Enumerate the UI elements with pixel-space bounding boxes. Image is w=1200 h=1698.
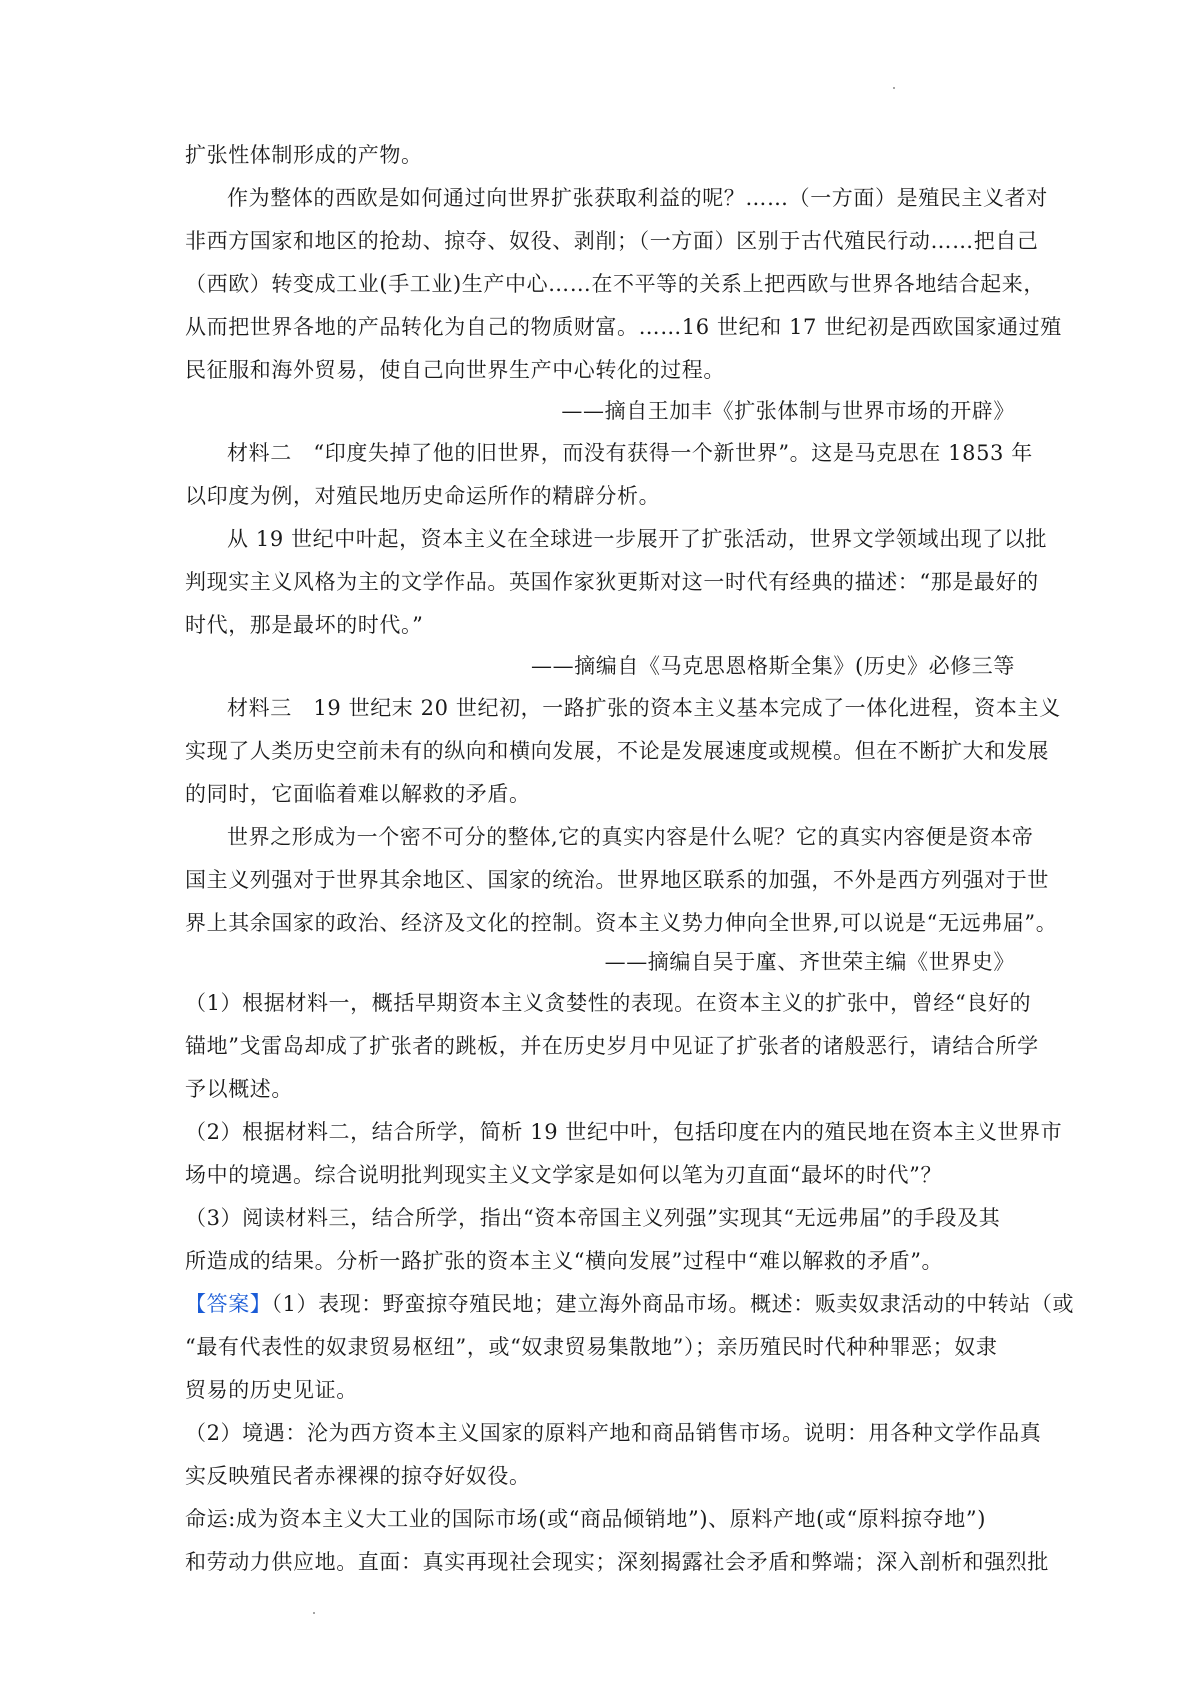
question-line: 所造成的结果。分析一路扩张的资本主义“横向发展”过程中“难以解救的矛盾”。 [185,1249,944,1273]
text-line: 非西方国家和地区的抢劫、掠夺、奴役、剥削；（一方面）区别于古代殖民行动……把自己 [185,229,1039,253]
answer-line: 实反映殖民者赤裸裸的掠夺好奴役。 [185,1464,531,1488]
text-line: 界上其余国家的政治、经济及文化的控制。资本主义势力伸向全世界,可以说是“无远弗届”。 [185,911,1058,935]
answer-line: （2）境遇：沦为西方资本主义国家的原料产地和商品销售市场。说明：用各种文学作品真 [185,1421,1042,1445]
text-line: 世界之形成为一个密不可分的整体,它的真实内容是什么呢？它的真实内容便是资本帝 [227,825,1034,849]
answer-text: （1）表现：野蛮掠夺殖民地；建立海外商品市场。概述：贩卖奴隶活动的中转站（或 [271,1292,1075,1316]
question-line: （2）根据材料二，结合所学，简析 19 世纪中叶，包括印度在内的殖民地在资本主义世界市 [185,1120,1063,1144]
citation-line: ——摘编自吴于廑、齐世荣主编《世界史》 [604,950,1015,974]
text-line: 民征服和海外贸易，使自己向世界生产中心转化的过程。 [185,358,725,382]
text-line: （西欧）转变成工业(手工业)生产中心……在不平等的关系上把西欧与世界各地结合起来， [185,272,1045,296]
question-line: 予以概述。 [185,1077,293,1101]
text-line: 扩张性体制形成的产物。 [185,143,423,167]
text-line: 从 19 世纪中叶起，资本主义在全球进一步展开了扩张活动，世界文学领域出现了以批 [227,527,1048,551]
answer-tag: 【答案】 [185,1292,272,1316]
question-line: （3）阅读材料三，结合所学，指出“资本帝国主义列强”实现其“无远弗届”的手段及其 [185,1206,1001,1230]
answer-line: 和劳动力供应地。直面：真实再现社会现实；深刻揭露社会矛盾和弊端；深入剖析和强烈批 [185,1550,1049,1574]
question-line: 场中的境遇。综合说明批判现实主义文学家是如何以笔为刃直面“最坏的时代”？ [185,1163,943,1187]
citation-line: ——摘编自《马克思恩格斯全集》(历史》必修三等 [531,654,1015,678]
text-line: 以印度为例，对殖民地历史命运所作的精辟分析。 [185,484,661,508]
text-line: 判现实主义风格为主的文学作品。英国作家狄更斯对这一时代有经典的描述：“那是最好的 [185,570,1039,594]
material-heading-line: 材料二 “印度失掉了他的旧世界，而没有获得一个新世界”。这是马克思在 1853 年 [227,441,1033,465]
text-line: 作为整体的西欧是如何通过向世界扩张获取利益的呢？……（一方面）是殖民主义者对 [227,186,1048,210]
answer-line: 命运:成为资本主义大工业的国际市场(或“商品倾销地”)、原料产地(或“原料掠夺地”) [185,1507,986,1531]
question-line: 锚地”戈雷岛却成了扩张者的跳板，并在历史岁月中见证了扩张者的诸般恶行，请结合所学 [185,1034,1039,1058]
text-line: 的同时，它面临着难以解救的矛盾。 [185,782,531,806]
citation-line: ——摘自王加丰《扩张体制与世界市场的开辟》 [561,399,1015,423]
scan-speck [313,1612,315,1614]
text-line: 时代，那是最坏的时代。” [185,613,424,637]
answer-line: “最有代表性的奴隶贸易枢纽”，或“奴隶贸易集散地”）；亲历殖民时代种种罪恶；奴隶 [185,1335,998,1359]
text-line: 从而把世界各地的产品转化为自己的物质财富。……16 世纪和 17 世纪初是西欧国家通过殖 [185,315,1062,339]
text-line: 国主义列强对于世界其余地区、国家的统治。世界地区联系的加强，不外是西方列强对于世 [185,868,1049,892]
scan-speck [893,87,895,89]
material-heading-line: 材料三 19 世纪末 20 世纪初，一路扩张的资本主义基本完成了一体化进程，资本主义 [227,696,1061,720]
text-line: 实现了人类历史空前未有的纵向和横向发展，不论是发展速度或规模。但在不断扩大和发展 [185,739,1049,763]
question-line: （1）根据材料一，概括早期资本主义贪婪性的表现。在资本主义的扩张中，曾经“良好的 [185,991,1032,1015]
answer-line [185,1290,1074,1318]
answer-line: 贸易的历史见证。 [185,1378,358,1402]
